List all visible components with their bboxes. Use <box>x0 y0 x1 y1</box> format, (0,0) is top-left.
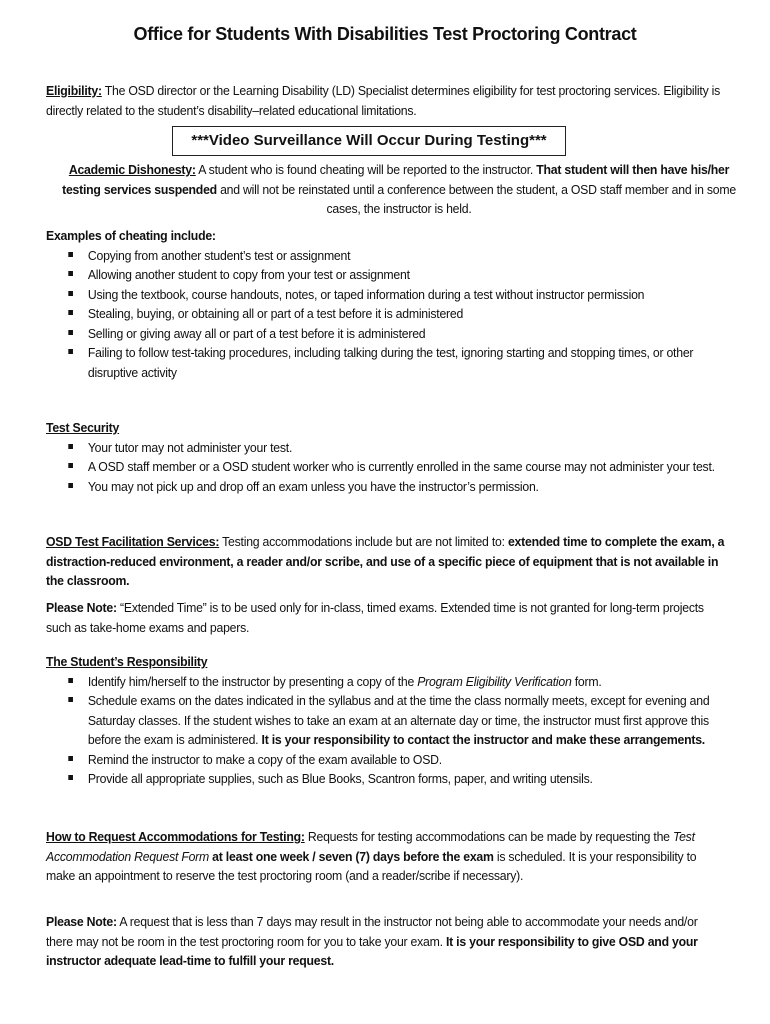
dishonesty-text-end: and will not be reinstated until a conference between the student, a OSD staff member and in some cases, the instructor is held. <box>216 181 736 216</box>
bullet-icon <box>68 678 73 683</box>
list-item: Identify him/herself to the instructor by presenting a copy of the Program Eligibility Verification form. <box>46 672 725 692</box>
eligibility-heading: Eligibility: <box>46 83 102 98</box>
bullet-icon <box>68 483 73 488</box>
bullet-icon <box>68 775 73 780</box>
bullet-icon <box>68 349 73 354</box>
note-label: Please Note: <box>46 600 117 615</box>
request-form-name: Test Accommodation Request Form <box>46 829 695 864</box>
list-item: Schedule exams on the dates indicated in the syllabus and at the time the class normally meets, except for evening and Saturday classes. If the student wishes to take an exam at an alternate day or time, the instructor must first approve this before the exam is administered. It is your responsibility to contact the instructor and make these arrangements. <box>46 691 725 750</box>
list-item: Copying from another student’s test or assignment <box>46 246 725 266</box>
note-bold-text: It is your responsibility to give OSD and your instructor adequate lead-time to fulfill your request. <box>46 933 698 968</box>
cheating-section <box>46 226 725 382</box>
facilitation-text: Testing accommodations include but are not limited to: <box>219 534 508 549</box>
security-list <box>46 438 725 497</box>
dishonesty-bold-text: That student will then have his/her testing services suspended <box>62 162 730 197</box>
facilitation-bold-text: extended time to complete the exam, a distraction-reduced environment, a reader and/or scribe, and use of a specific piece of equipment that is not available in the classroom. <box>46 534 725 588</box>
security-section <box>46 418 725 496</box>
facilitation-paragraph <box>46 532 725 591</box>
bullet-icon <box>68 756 73 761</box>
list-item: Using the textbook, course handouts, notes, or taped information during a test without instructor permission <box>46 285 725 305</box>
responsibility-list <box>46 672 725 789</box>
responsibility-section <box>46 652 725 789</box>
facilitation-heading: OSD Test Facilitation Services: <box>46 534 220 549</box>
bullet-icon <box>68 463 73 468</box>
security-heading: Test Security <box>46 420 120 435</box>
bullet-icon <box>68 252 73 257</box>
request-heading: How to Request Accommodations for Testing: <box>46 829 305 844</box>
responsibility-heading: The Student’s Responsibility <box>46 654 208 669</box>
extended-time-note <box>46 598 725 637</box>
lead-time-note <box>46 912 725 971</box>
eligibility-text: The OSD director or the Learning Disability (LD) Specialist determines eligibility for test proctoring services. Eligibility is directly related to the student’s disability–related educational limitations. <box>46 83 721 118</box>
dishonesty-text: A student who is found cheating will be reported to the instructor. <box>195 162 537 177</box>
list-item: Allowing another student to copy from your test or assignment <box>46 265 725 285</box>
note-text: A request that is less than 7 days may result in the instructor not being able to accommodate your needs and/or there may not be room in the test proctoring room for you to take your exam. <box>46 914 698 949</box>
list-item: Stealing, buying, or obtaining all or part of a test before it is administered <box>46 304 725 324</box>
list-item: Your tutor may not administer your test. <box>46 438 725 458</box>
request-text: Requests for testing accommodations can be made by requesting the <box>304 829 673 844</box>
cheating-list <box>46 246 725 383</box>
list-item: Remind the instructor to make a copy of the exam available to OSD. <box>46 750 725 770</box>
list-item: Provide all appropriate supplies, such as Blue Books, Scantron forms, paper, and writing utensils. <box>46 769 725 789</box>
dishonesty-paragraph <box>61 160 736 219</box>
cheating-heading: Examples of cheating include: <box>46 228 216 243</box>
eligibility-paragraph <box>46 81 725 120</box>
bullet-icon <box>68 291 73 296</box>
list-item: Selling or giving away all or part of a test before it is administered <box>46 324 725 344</box>
request-bold-text: at least one week / seven (7) days before the exam <box>209 848 494 864</box>
request-text-end: is scheduled. It is your responsibility to make an appointment to reserve the test proctoring room (and a reader/scribe if necessary). <box>46 848 697 883</box>
dishonesty-heading: Academic Dishonesty: <box>68 162 196 177</box>
bullet-icon <box>68 697 73 702</box>
page-title: Office for Students With Disabilities Test Proctoring Contract <box>133 24 637 44</box>
note-text: “Extended Time” is to be used only for in-class, timed exams. Extended time is not granted for long-term projects such as take-home exams and papers. <box>46 600 704 635</box>
note-label: Please Note: <box>46 914 117 929</box>
bullet-icon <box>68 330 73 335</box>
video-surveillance-notice: ***Video Surveillance Will Occur During Testing*** <box>172 126 566 156</box>
list-item: Failing to follow test-taking procedures, including talking during the test, ignoring starting and stopping times, or other disruptive activity <box>46 343 725 382</box>
bullet-icon <box>68 310 73 315</box>
request-paragraph <box>46 827 725 886</box>
bullet-icon <box>68 271 73 276</box>
list-item: You may not pick up and drop off an exam unless you have the instructor’s permission. <box>46 477 725 497</box>
list-item: A OSD staff member or a OSD student worker who is currently enrolled in the same course may not administer your test. <box>46 457 725 477</box>
bullet-icon <box>68 444 73 449</box>
